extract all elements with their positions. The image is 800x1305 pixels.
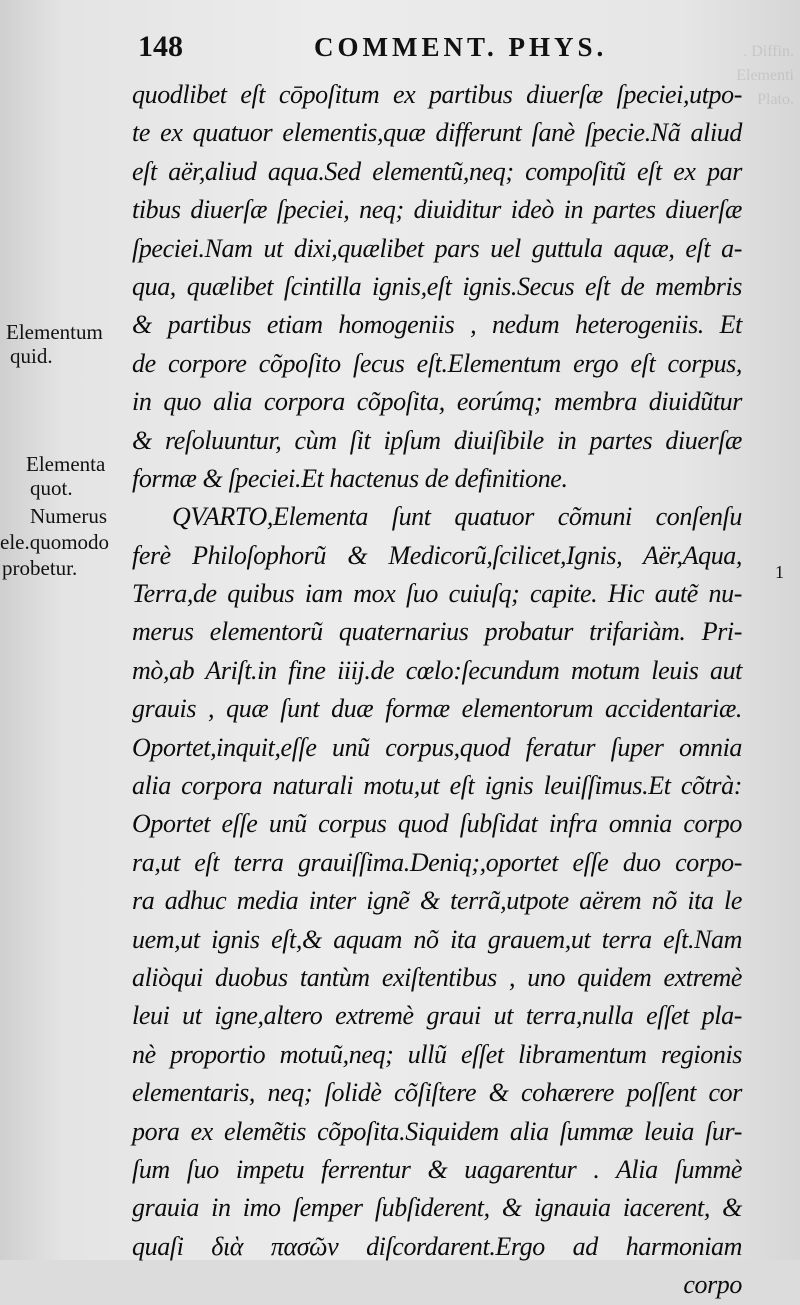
text-line: de corpore cõpoſito ſecus eſt.Elementum ergo eſt corpus, [132, 348, 742, 378]
margin-note: Numerus [30, 504, 107, 528]
text-line: ra adhuc media inter ignẽ & terrã,utpote aërem nõ ita le [132, 886, 742, 916]
text-line: merus elementorũ quaternarius probatur trifariàm. Pri- [132, 617, 742, 647]
text-line: Oportet,inquit,eſſe unũ corpus,quod feratur ſuper omnia [132, 732, 742, 762]
text-line: alia corpora naturali motu,ut eſt ignis leuiſſimus.Et cõtrà: [132, 771, 742, 801]
text-line: qua, quælibet ſcintilla ignis,eſt ignis.Secus eſt de membris [132, 271, 742, 301]
page-header [138, 30, 658, 70]
text-line: Oportet eſſe unũ corpus quod ſubſidat infra omnia corpo [132, 809, 742, 839]
text-line: & partibus etiam homogeniis , nedum heterogeniis. Et [132, 310, 742, 340]
body-text [132, 76, 742, 1305]
marginal-mark: 1 [775, 562, 784, 582]
text-line: leui ut igne,altero extremè graui ut terra,nulla eſſet pla- [132, 1001, 742, 1031]
margin-note: quid. [10, 344, 53, 368]
text-line: formæ & ſpeciei.Et hactenus de definitione. [132, 463, 568, 493]
margin-note: Elementa [26, 452, 106, 476]
text-line: in quo alia corpora cõpoſita, eorúmq; membra diuidũtur [132, 387, 742, 417]
text-line: mò,ab Ariſt.in fine iiij.de cœlo:ſecundum motum leuis aut [132, 655, 742, 685]
catchword: corpo [683, 1270, 742, 1300]
text-line: uem,ut ignis eſt,& aquam nõ ita grauem,ut terra eſt.Nam [132, 924, 742, 954]
text-line: aliòqui duobus tantùm exiſtentibus , uno quidem extremè [132, 962, 742, 992]
text-line: & reſoluuntur, cùm ſit ipſum diuiſibile in partes diuerſæ [132, 425, 742, 455]
text-line: ra,ut eſt terra grauiſſima.Deniq;,oportet eſſe duo corpo- [132, 847, 742, 877]
text-line: Terra,de quibus iam mox ſuo cuiuſq; capite. Hic autẽ nu- [132, 579, 742, 609]
text-line: quaſi διὰ πασῶν diſcordarent.Ergo ad harmoniam [132, 1231, 742, 1261]
text-line: grauia in imo ſemper ſubſiderent, & ignauia iacerent, & [132, 1193, 742, 1223]
text-line: te ex quatuor elementis,quæ differunt ſanè ſpecie.Nã aliud [132, 118, 742, 148]
margin-note: ele.quomodo [0, 530, 110, 554]
text-line: tibus diuerſæ ſpeciei, neq; diuiditur ideò in partes diuerſæ [132, 195, 742, 225]
running-head: COMMENT. PHYS. [314, 32, 608, 62]
text-line: ferè Philoſophorũ & Medicorũ,ſcilicet,Ignis, Aër,Aqua, [132, 540, 742, 570]
folio-number: 148 [138, 30, 183, 63]
show-through-bleed: . Diffin. Elementi Plato. [736, 43, 794, 108]
text-line: nè proportio motuũ,neq; ullũ eſſet libramentum regionis [132, 1039, 742, 1069]
text-line: quodlibet eſt cōpoſitum ex partibus diuerſæ ſpeciei,utpo- [132, 80, 742, 109]
margin-note: probetur. [2, 556, 78, 580]
text-line: grauis , quæ ſunt duæ formæ elementorum accidentariæ. [132, 694, 742, 724]
text-line: eſt aër,aliud aqua.Sed elementũ,neq; compoſitũ eſt ex par [132, 156, 742, 186]
text-line: pora ex elemẽtis cõpoſita.Siquidem alia ſummæ leuia ſur- [132, 1116, 742, 1146]
text-line: ſum ſuo impetu ferrentur & uagarentur . Alia ſummè [132, 1154, 742, 1184]
margin-note: quot. [30, 476, 73, 500]
text-line-section-start: QVARTO,Elementa ſunt quatuor cõmuni conſenſu [172, 502, 742, 532]
text-line: elementaris, neq; ſolidè cõſiſtere & cohærere poſſent cor [132, 1078, 742, 1108]
margin-note: Elementum [6, 320, 103, 344]
text-line: ſpeciei.Nam ut dixi,quælibet pars uel guttula aquæ, eſt a- [132, 233, 742, 263]
